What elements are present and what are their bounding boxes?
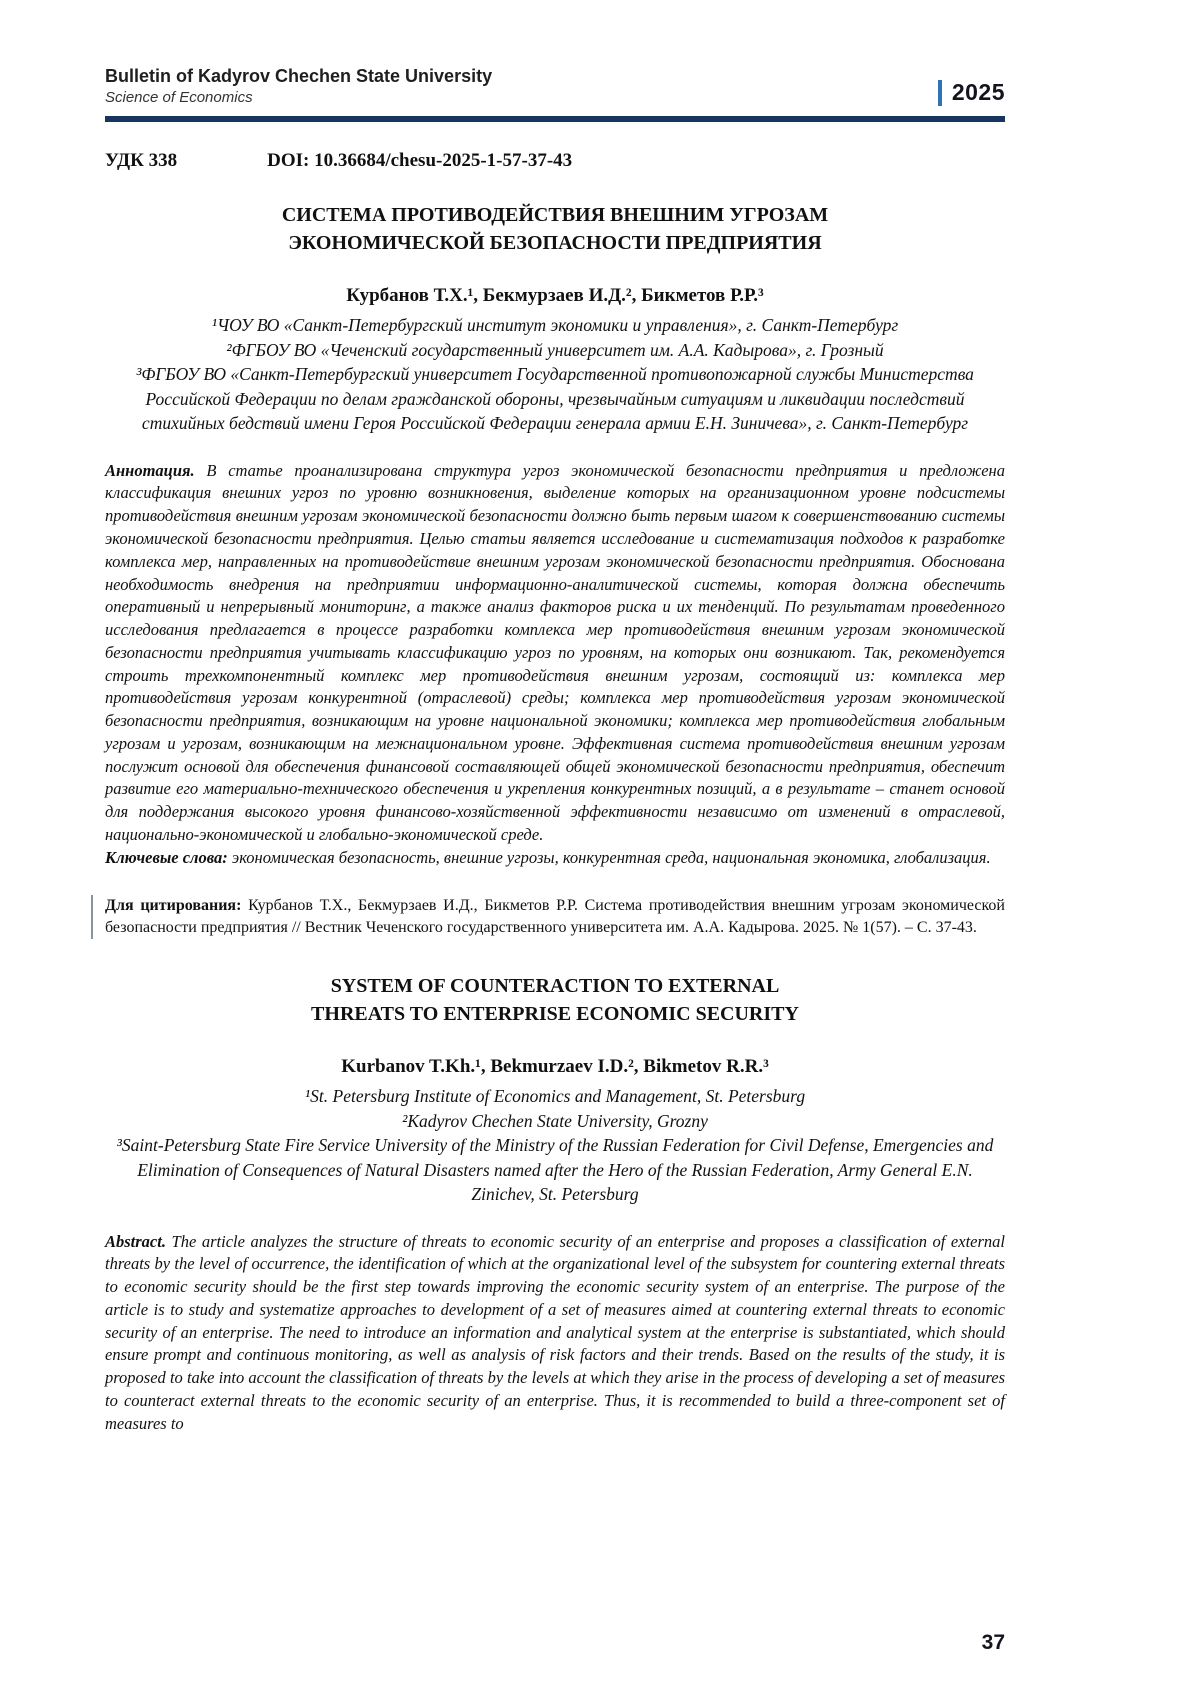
year-accent-bar bbox=[938, 80, 942, 106]
journal-subtitle: Science of Economics bbox=[105, 89, 253, 106]
affiliation-en-2: ²Kadyrov Chechen State University, Grozny bbox=[402, 1110, 708, 1131]
abstract-en-text: The article analyzes the structure of threats to economic security of an enterprise and proposes a classification of external threats by the level of occurrence, the identification of which at the organizational level of the subsystem for countering external threats to economic security should be the first step towards improving the economic security system of an enterprise. The purpose of the article is to study and systematize approaches to development of a set of measures aimed at countering external threats to economic security of an enterprise. The need to introduce an information and analytical system at the enterprise is substantiated, which should ensure prompt and continuous monitoring, as well as analysis of risk factors and their trends. Based on the results of the study, it is proposed to take into account the classification of threats by the levels at which they arise in the process of developing a set of measures to counteract external threats to the economic security of an enterprise. Thus, it is recommended to build a three-component set of measures to bbox=[105, 1231, 1005, 1433]
abstract-en bbox=[105, 1231, 1005, 1436]
journal-name: Bulletin of Kadyrov Chechen State University bbox=[105, 66, 493, 86]
page-header bbox=[105, 66, 1005, 106]
article-title-ru bbox=[105, 202, 1005, 257]
title-ru-line-1: СИСТЕМА ПРОТИВОДЕЙСТВИЯ ВНЕШНИМ УГРОЗАМ bbox=[281, 204, 829, 226]
abstract-ru-label: Аннотация. bbox=[105, 460, 195, 480]
affiliation-en-3: ³Saint-Petersburg State Fire Service University of the Ministry of the Russian Federation for Civil Defense, Emergencies and Elimination of Consequences of Natural Disasters named after the Hero of the Russian Federation, Army General E.N. Zinichev, St. Petersburg bbox=[116, 1135, 994, 1205]
keywords-ru bbox=[105, 847, 1005, 870]
article-title-en bbox=[105, 973, 1005, 1028]
affiliation-ru-1: ¹ЧОУ ВО «Санкт-Петербургский институт экономики и управления», г. Санкт-Петербург bbox=[211, 315, 899, 336]
udk-number: УДК 338 bbox=[105, 150, 178, 171]
journal-year: 2025 bbox=[951, 79, 1005, 105]
affiliation-ru-3: ³ФГБОУ ВО «Санкт-Петербургский университет Государственной противопожарной службы Министерства Российской Федерации по делам гражданской обороны, чрезвычайным ситуациям и ликвидации последствий стихийных бедствий имени Героя Российской Федерации генерала армии Е.Н. Зиничева», г. Санкт-Петербург bbox=[136, 364, 974, 434]
journal-block bbox=[105, 66, 492, 106]
citation-block bbox=[91, 895, 1005, 939]
authors-en: Kurbanov T.Kh.¹, Bekmurzaev I.D.², Bikmetov R.R.³ bbox=[341, 1056, 769, 1078]
meta-line bbox=[105, 150, 1005, 172]
title-en-line-2: THREATS TO ENTERPRISE ECONOMIC SECURITY bbox=[311, 1002, 799, 1025]
header-rule bbox=[105, 116, 1005, 122]
page-number: 37 bbox=[981, 1631, 1005, 1654]
abstract-ru-text: В статье проанализирована структура угроз экономической безопасности предприятия и предложена классификация внешних угроз по уровню возникновения, выделение которых на организационном уровне подсистемы противодействия внешним угрозам экономической безопасности должно быть первым шагом к совершенствованию системы экономической безопасности предприятия. Целью статьи является исследование и систематизация подходов к разработке комплекса мер, направленных на противодействие внешним угрозам экономической безопасности предприятия. Обоснована необходимость внедрения на предприятии информационно-аналитической системы, которая должна обеспечить оперативный и непрерывный мониторинг, а также анализ факторов риска и их тенденций. По результатам проведенного исследования предлагается в процессе разработки комплекса мер противодействия внешним угрозам экономической безопасности предприятия учитывать классификацию угроз по уровням, на которых они возникают. Так, рекомендуется строить трехкомпонентный комплекс мер противодействия внешним угрозам, состоящий из: комплекса мер противодействия угрозам конкурентной (отраслевой) среды; комплекса мер противодействия угрозам экономической безопасности предприятия, возникающим на уровне национальной экономики; комплекса мер противодействия глобальным угрозам и угрозам, возникающим на межнациональном уровне. Эффективная система противодействия внешним угрозам послужит основой для обеспечения финансовой составляющей общей экономической безопасности предприятия, обеспечит развитие его материально-технического обеспечения и укрепления конкурентных позиций, а в результате – станет основой для поддержания высокого уровня финансово-хозяйственной эффективности независимо от изменений в отраслевой, национально-экономической и глобально-экономической среде. bbox=[105, 460, 1005, 844]
abstract-ru bbox=[105, 460, 1005, 847]
keywords-ru-label: Ключевые слова: bbox=[105, 847, 228, 867]
affiliations-en bbox=[105, 1084, 1005, 1207]
affiliations-ru bbox=[105, 313, 1005, 436]
title-en-line-1: SYSTEM OF COUNTERACTION TO EXTERNAL bbox=[330, 974, 780, 997]
citation-text: Курбанов Т.Х., Бекмурзаев И.Д., Бикметов Р.Р. Система противодействия внешним угрозам экономической безопасности предприятия // Вестник Чеченского государственного университета им. А.А. Кадырова. 2025. № 1(57). – С. 37-43. bbox=[105, 897, 1005, 937]
abstract-en-label: Abstract. bbox=[105, 1231, 166, 1251]
affiliation-ru-2: ²ФГБОУ ВО «Чеченский государственный университет им. А.А. Кадырова», г. Грозный bbox=[226, 339, 884, 360]
citation-label: Для цитирования: bbox=[105, 897, 242, 915]
keywords-ru-text: экономическая безопасность, внешние угрозы, конкурентная среда, национальная экономика, глобализация. bbox=[227, 847, 991, 867]
doi-number: DOI: 10.36684/chesu-2025-1-57-37-43 bbox=[267, 150, 573, 171]
affiliation-en-1: ¹St. Petersburg Institute of Economics and Management, St. Petersburg bbox=[304, 1086, 806, 1107]
authors-ru: Курбанов Т.Х.¹, Бекмурзаев И.Д.², Бикметов Р.Р.³ bbox=[346, 285, 764, 307]
title-ru-line-2: ЭКОНОМИЧЕСКОЙ БЕЗОПАСНОСТИ ПРЕДПРИЯТИЯ bbox=[288, 231, 822, 254]
year-block bbox=[938, 79, 1005, 106]
